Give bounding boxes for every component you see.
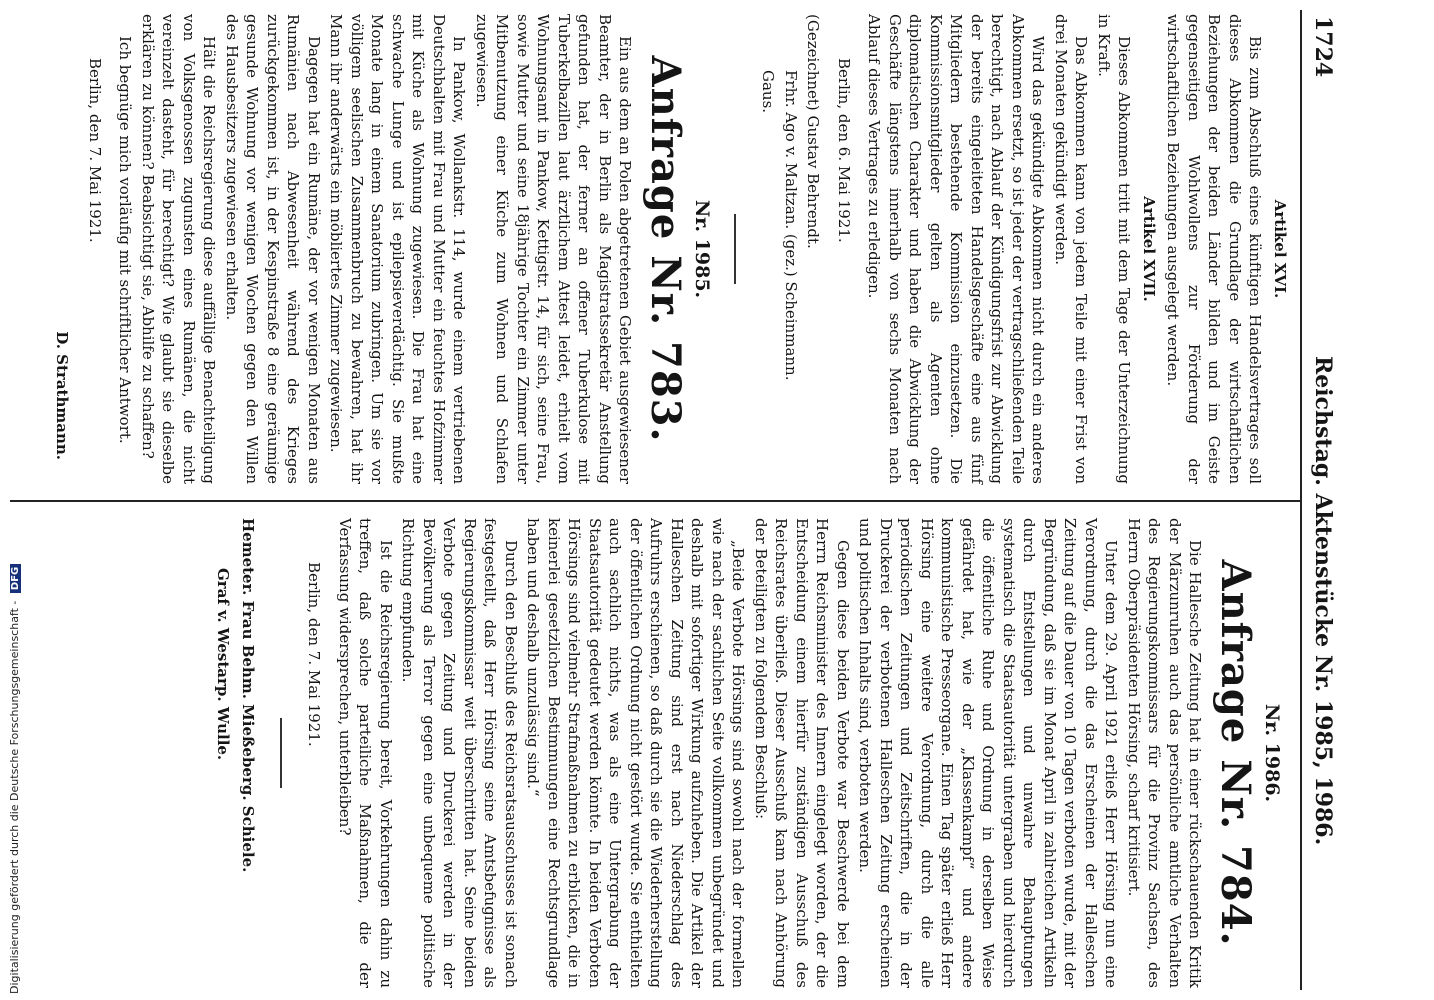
signers-line-1: Hemeter. Frau Behm. Mießeberg. Schiele. <box>239 518 257 873</box>
left-column <box>52 14 1294 484</box>
running-title: Reichstag. Aktenstücke Nr. 1985, 1986. <box>1310 356 1336 846</box>
signature-line-3: Gaus. <box>759 70 778 114</box>
column-divider <box>10 500 1300 502</box>
separator-rule-2 <box>280 718 282 788</box>
article-16-title: Artikel XVI. <box>1271 199 1289 299</box>
digitization-credit <box>8 564 21 994</box>
article-16-text: Bis zum Abschluß eines künftigen Handelsvertrages soll dieses Abkommen die Grundlage der wirtschaftlichen Beziehungen der beiden Länder bilden und im Geiste gegenseitigen Wohlwollens zur Förderung der wirtschaftlichen Beziehungen ausgelegt werden. <box>1164 14 1265 484</box>
page-number: 1724 <box>1310 16 1336 78</box>
separator-rule <box>734 214 736 284</box>
date-line-3: Berlin, den 7. Mai 1921. <box>305 562 324 747</box>
anfrage-784-p3: Gegen diese beiden Verbote war Beschwerde bei dem Herrn Reichsminister des Innern eingelegt worden, der die Entscheidung einem hierfür zuständigen Ausschuß des Reichsrates überließ. Dieser Ausschuß kam nach Anhörung der Beteiligten zu folgendem Beschluß: <box>752 518 852 988</box>
dfg-logo: DFG <box>10 564 21 593</box>
anfrage-783-p3: Dagegen hat ein Rumäne, der vor wenigen Monaten aus Rumänien nach Abwesenheit während des Krieges zurückgekommen ist, in der Kespinstraße 8 eine geräumige gesunde Wohnung vor wenigen Wochen gegen den Willen des Hausbesitzers zugewiesen erhalten. <box>223 14 323 484</box>
anfrage-784-p2: Unter dem 29. April 1921 erließ Herr Hörsing nun eine Verordnung, durch die das Erscheinen der Halleschen Zeitung auf die Dauer von 10 Tagen verboten wurde, mit der Begründung, daß sie im Monat April in zahlreichen Artikeln durch Entstellungen und unwahre Behauptungen systematisch die Staatsautorität untergraben und hierdurch die öffentliche Ruhe und Ordnung in derselben Weise gefährdet hat, wie der „Klassenkampf“ und andere kommunistische Presseorgane. Einen Tag später erließ Herr Hörsing eine weitere Verordnung, durch die alle periodischen Zeitungen und Zeitschriften, die in der Druckerei der verbotenen Halleschen Zeitung erscheinen und politischen Inhalts sind, verboten werden. <box>856 518 1121 988</box>
article-17-p1: Dieses Abkommen tritt mit dem Tage der Unterzeichnung in Kraft. <box>1095 14 1134 484</box>
header-rule <box>1300 10 1302 990</box>
anfrage-784-quote: „Beide Verbote Hörsings sind sowohl nach der formellen wie nach der sachlichen Seite vollkommen unbegründet und deshalb mit sofortiger Wirkung aufzuheben. Die Artikel der Halleschen Zeitung sind erst nach Niederschlag des Aufruhrs erschienen, so daß durch sie die Wiederherstellung der öffentlichen Ordnung nicht gestört wurde. Sie enthielten auch sachlich nichts, was als eine Untergrabung der Staatsautorität gedeutet werden könnte. In beiden Verboten Hörsings sind vielmehr Strafmaßnahmen zu erblicken, die in keinerlei gesetzlichen Bestimmungen eine Rechtsgrundlage haben und deshalb unzulässig sind.“ <box>524 518 748 988</box>
page-header <box>1304 16 1336 984</box>
credit-text: Digitalisierung gefördert durch die Deutsche Forschungsgemeinschaft - <box>8 600 21 994</box>
signers-block <box>213 518 258 988</box>
signers-line-2: Graf v. Westarp. Wulle. <box>214 568 233 761</box>
anfrage-784-p1: Die Hallesche Zeitung hat in einer rückschauenden Kritik der Märzunruhen auch das persönliche amtliche Verhalten des Regierungskommissars für die Provinz Sachsen, des Herrn Oberpräsidenten Hörsing, scharf kritisiert. <box>1125 518 1205 988</box>
anfrage-784-p4: Durch den Beschluß des Reichsratsausschusses ist sonach festgestellt, daß Herr Hörsing seine Amtsbefugnisse als Regierungskommissar weit überschritten hat. Seine beiden Verbote gegen Zeitung und Druckerei werden in der Bevölkerung als Terror gegen eine unbequeme politische Richtung empfunden. <box>399 518 520 988</box>
anfrage-783-p2: In Pankow, Wollankstr. 114, wurde einem vertriebenen Deutschbalten mit Frau und Mutter ein feuchtes Hofzimmer mit Küche als Wohnung zugewiesen. Die Frau hat eine schwache Lunge und ist epilepsieverdächtig. Sie mußte Monate lang in einem Sanatorium zubringen. Um sie vor völligem seelischen Zusammenbruch zu bewahren, hat ihr Mann ihr anderwärts ein möbliertes Zimmer zugewiesen. <box>327 14 469 484</box>
signature-line-1: (Gezeichnet) Gustav Behrendt. <box>804 14 823 249</box>
document-number-1986: Nr. 1986. <box>1261 703 1283 803</box>
right-column <box>209 518 1294 988</box>
date-line-2: Berlin, den 7. Mai 1921. <box>86 58 104 243</box>
anfrage-783-p1: Ein aus dem an Polen abgetretenen Gebiet ausgewiesener Beamter, der in Berlin als Magistratssekretär Anstellung gefunden hat, der ferner an offener Tuberkulose mit Tuberkelbazillen laut ärztlichem Attest leidet, erhielt vom Wohnungsamt in Pankow, Kettigstr. 14, für sich, seine Frau, sowie Mutter und seine 18jährige Tochter ein Zimmer unter Mitbenutzung einer Küche zum Wohnen und Schlafen zugewiesen. <box>473 14 635 484</box>
document-number-1985: Nr. 1985. <box>691 199 713 299</box>
article-17-title: Artikel XVII. <box>1140 196 1158 302</box>
anfrage-784-p5: Ist die Reichsregierung bereit, Vorkehrungen dahin zu treffen, daß solche parteiliche Maßnahmen, die der Verfassung widersprechen, unterbleiben? <box>336 518 395 988</box>
anfrage-784-title: Anfrage Nr. 784. <box>1212 559 1260 947</box>
signer-strathmann: D. Strathmann. <box>53 331 72 460</box>
article-17-p2: Das Abkommen kann von jedem Teile mit einer Frist von drei Monaten gekündigt werden. <box>1052 14 1091 484</box>
anfrage-783-title: Anfrage Nr. 783. <box>642 55 690 443</box>
article-17-p3: Wird das gekündigte Abkommen nicht durch ein anderes Abkommen ersetzt, so ist jeder der vertragschließenden Teile berechtigt, nach Ablauf der Kündigungsfrist zur Abwicklung der bereits eingeleiteten Handelsgeschäfte eine aus fünf Mitgliedern bestehende Kommission einzusetzen. Die Kommissionsmitglieder gelten als Agenten ohne diplomatischen Charakter und haben die Abwicklung der Geschäfte längstens innerhalb von sechs Monaten nach Ablauf dieses Vertrages zu erledigen. <box>865 14 1048 484</box>
anfrage-783-p5: Ich begnüge mich vorläufig mit schriftlicher Antwort. <box>116 36 135 444</box>
date-line-1: Berlin, den 6. Mai 1921. <box>835 58 853 243</box>
anfrage-783-p4: Hält die Reichsregierung diese auffällige Benachteiligung von Volksgenossen zugunsten eines Rumänen, die nicht vereinzelt dasteht, für berechtigt? Wie glaubt sie dieselbe erklären zu können? Beabsichtigt sie, Abhilfe zu schaffen? <box>139 14 219 484</box>
signature-line-2: Frhr. Ago v. Maltzan. (gez.) Scheinmann. <box>782 70 800 381</box>
